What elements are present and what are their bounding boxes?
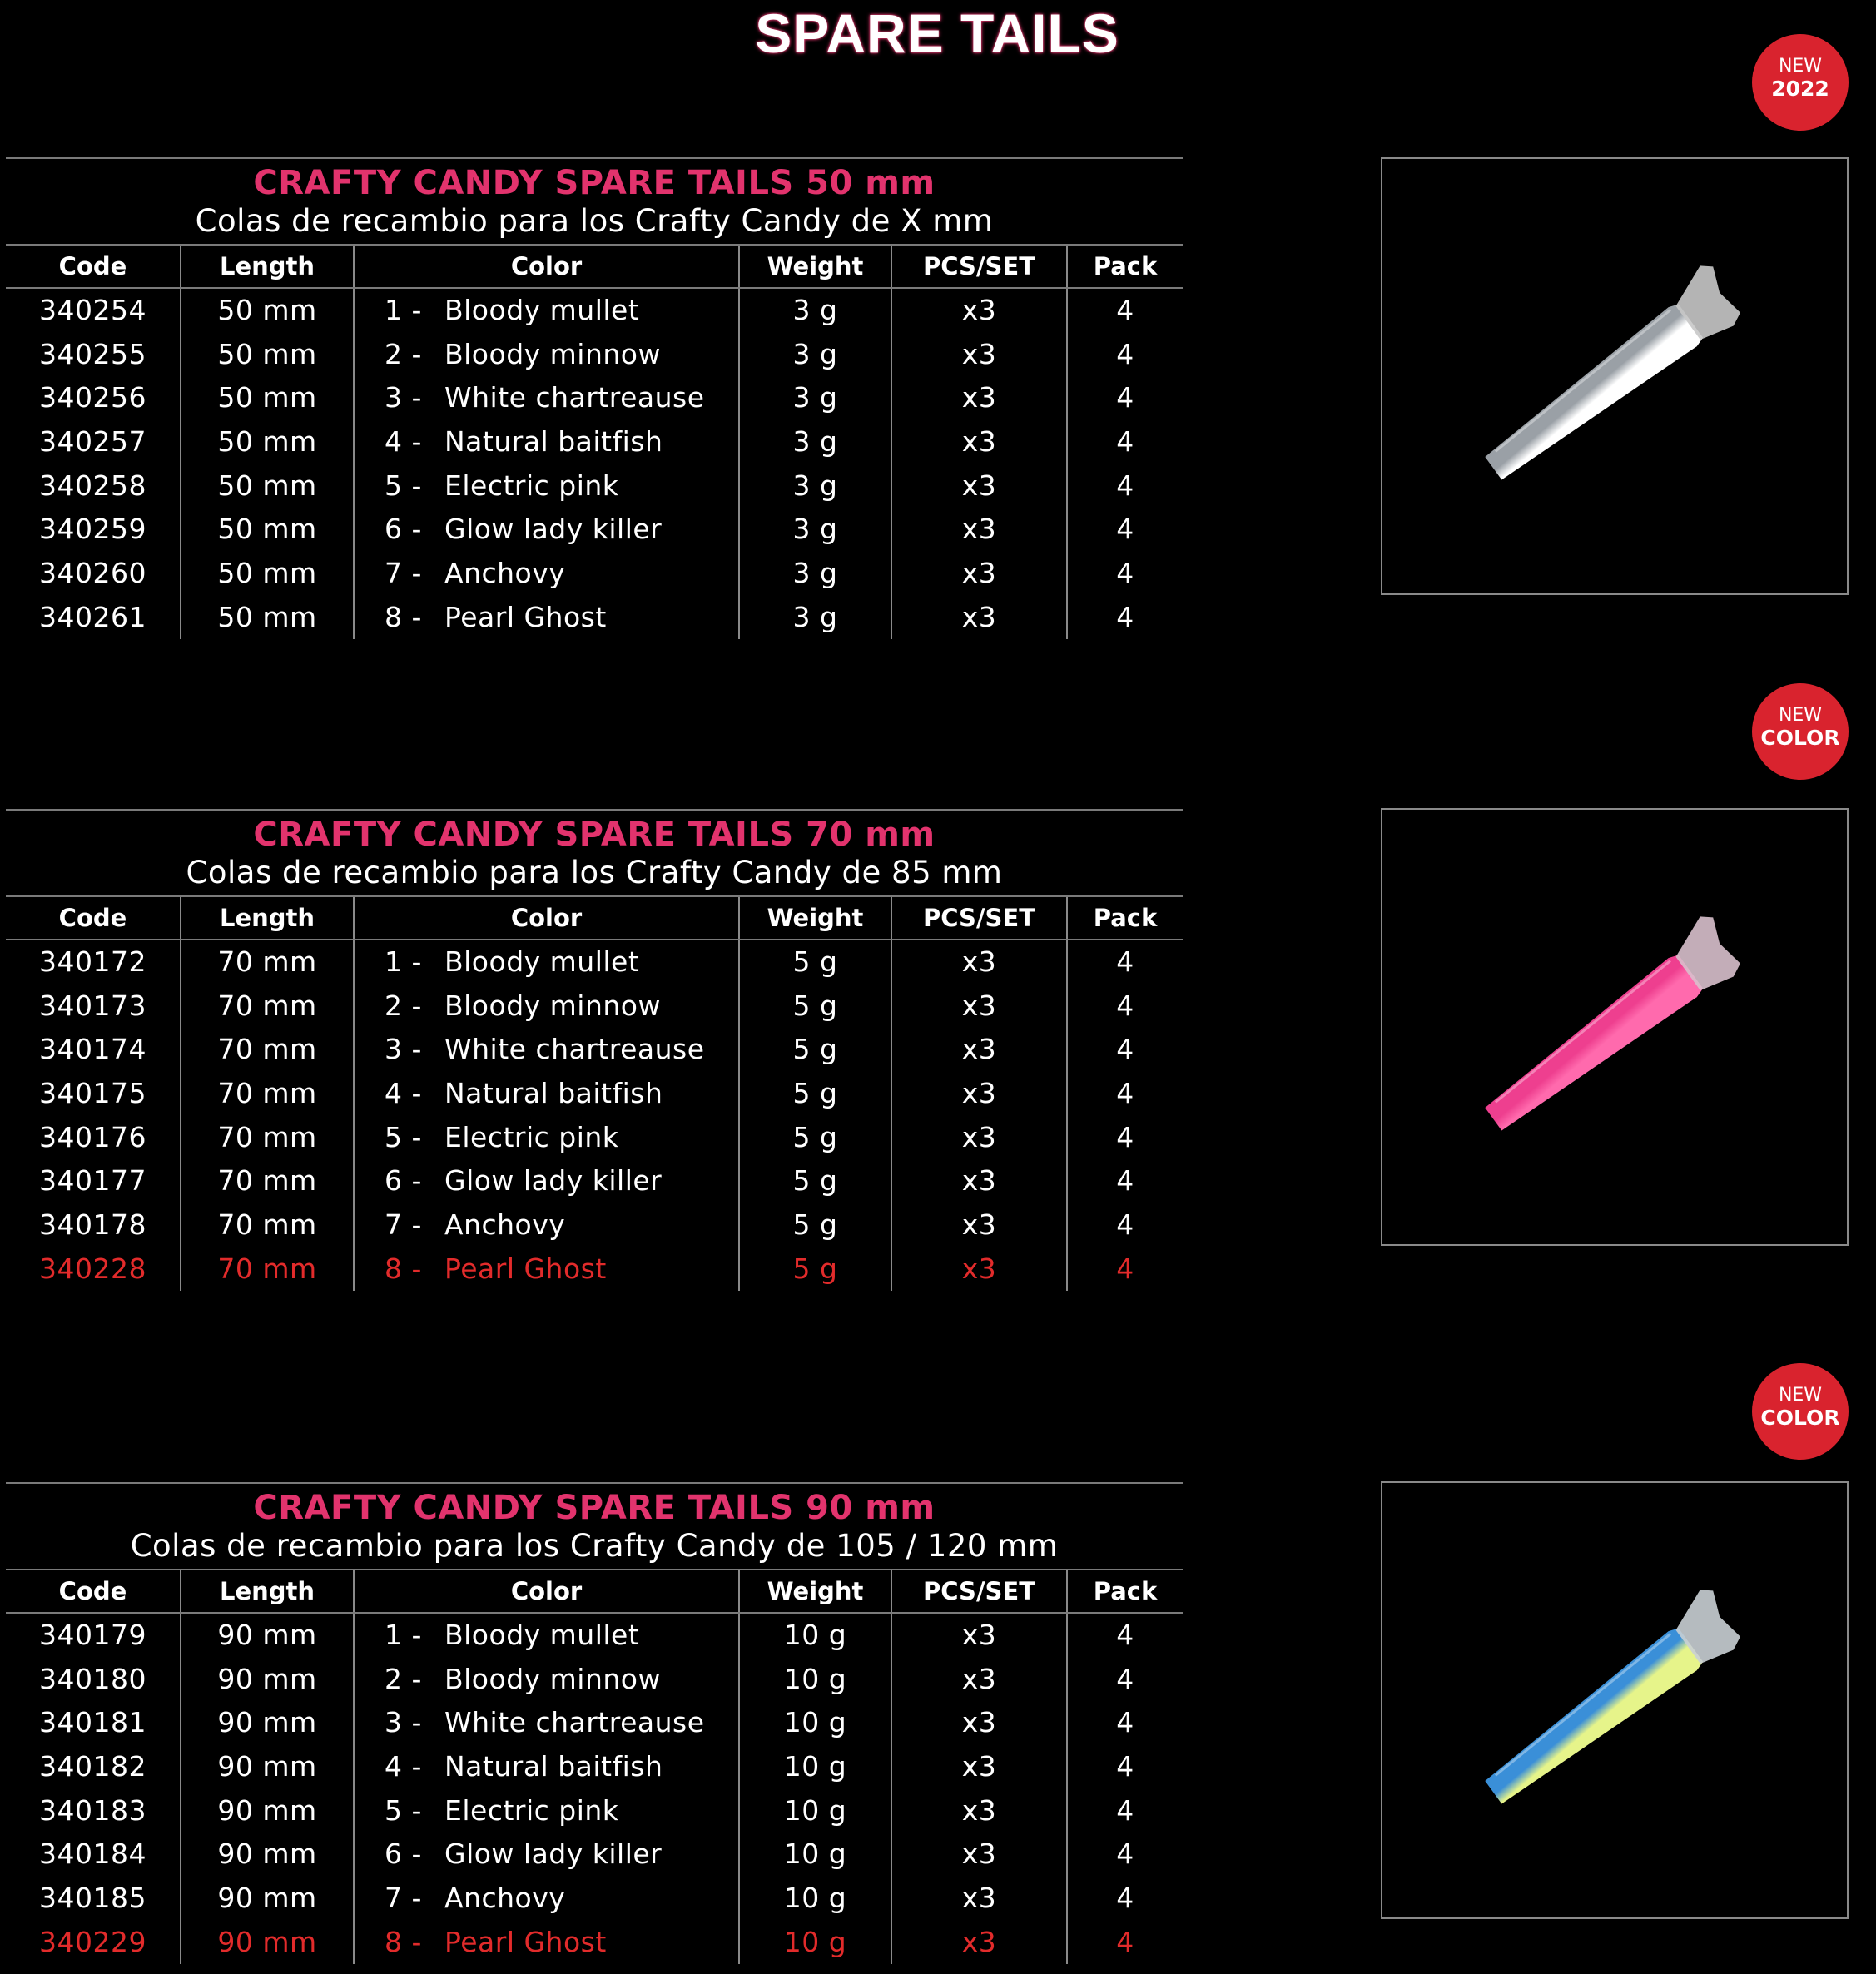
- cell-code: 340184: [39, 1838, 146, 1871]
- table-row: [6, 1027, 1183, 1071]
- cell-weight: 3 g: [739, 288, 891, 332]
- color-name: Bloody mullet: [444, 294, 640, 327]
- table-row: [6, 1657, 1183, 1701]
- table-row: [6, 1920, 1183, 1964]
- section-subtitle: Colas de recambio para los Crafty Candy de X mm: [195, 203, 994, 239]
- color-name: Bloody mullet: [444, 945, 640, 979]
- cell-length: 70 mm: [181, 1071, 354, 1115]
- cell-length: 90 mm: [181, 1700, 354, 1744]
- color-name: Pearl Ghost: [444, 600, 607, 633]
- cell-pack: 4: [1067, 1071, 1183, 1115]
- table-row: [6, 1247, 1183, 1291]
- color-number: 3 -: [385, 1706, 422, 1739]
- lure-image: [1382, 810, 1847, 1244]
- cell-pack: 4: [1067, 940, 1183, 984]
- section-title: CRAFTY CANDY SPARE TAILS 50 mm: [253, 164, 936, 202]
- new-badge: [1752, 683, 1849, 780]
- cell-color: [354, 375, 739, 419]
- badge-line2: COLOR: [1760, 1406, 1840, 1430]
- product-section: [6, 157, 1183, 639]
- cell-pcs-set: x3: [891, 1657, 1067, 1701]
- table-body: [6, 288, 1183, 639]
- cell-pack: 4: [1067, 1788, 1183, 1833]
- color-name: White chartreause: [444, 1033, 705, 1066]
- table-row: [6, 1613, 1183, 1657]
- cell-weight: 10 g: [739, 1788, 891, 1833]
- cell-weight: 10 g: [739, 1832, 891, 1876]
- cell-pcs-set: x3: [891, 1876, 1067, 1920]
- cell-code: 340185: [39, 1881, 146, 1914]
- cell-code: 340260: [39, 556, 146, 589]
- cell-pcs-set: x3: [891, 1832, 1067, 1876]
- cell-weight: 3 g: [739, 507, 891, 551]
- cell-color: [354, 1071, 739, 1115]
- cell-pack: 4: [1067, 1115, 1183, 1159]
- color-number: 5 -: [385, 1793, 422, 1827]
- color-number: 3 -: [385, 1033, 422, 1066]
- cell-pcs-set: x3: [891, 984, 1067, 1028]
- cell-length: 70 mm: [181, 1203, 354, 1247]
- cell-length: 70 mm: [181, 984, 354, 1028]
- cell-code: 340174: [39, 1033, 146, 1066]
- cell-pcs-set: x3: [891, 1115, 1067, 1159]
- table-header: [6, 245, 1183, 288]
- cell-weight: 5 g: [739, 940, 891, 984]
- cell-pack: 4: [1067, 464, 1183, 508]
- cell-weight: 5 g: [739, 1027, 891, 1071]
- color-number: 6 -: [385, 1838, 422, 1871]
- table-row: [6, 940, 1183, 984]
- cell-color: [354, 464, 739, 508]
- table-row: [6, 1876, 1183, 1920]
- color-name: Electric pink: [444, 1120, 619, 1153]
- cell-pack: 4: [1067, 1158, 1183, 1203]
- cell-code: 340181: [39, 1706, 146, 1739]
- color-number: 2 -: [385, 989, 422, 1022]
- table-row: [6, 984, 1183, 1028]
- cell-length: 50 mm: [181, 507, 354, 551]
- cell-code: 340179: [39, 1619, 146, 1652]
- column-header-pack: Pack: [1067, 245, 1183, 288]
- color-name: Bloody minnow: [444, 989, 661, 1022]
- page-title: SPARE TAILS: [755, 2, 1119, 64]
- cell-code: 340178: [39, 1208, 146, 1241]
- cell-pcs-set: x3: [891, 1158, 1067, 1203]
- table-body: [6, 1613, 1183, 1964]
- cell-pcs-set: x3: [891, 1203, 1067, 1247]
- cell-weight: 5 g: [739, 984, 891, 1028]
- cell-color: [354, 1876, 739, 1920]
- table-row: [6, 1203, 1183, 1247]
- cell-pack: 4: [1067, 375, 1183, 419]
- color-number: 4 -: [385, 424, 422, 458]
- new-badge: [1752, 34, 1849, 131]
- cell-pack: 4: [1067, 1700, 1183, 1744]
- cell-code: 340256: [39, 381, 146, 414]
- section-title: CRAFTY CANDY SPARE TAILS 70 mm: [253, 816, 936, 854]
- cell-length: 90 mm: [181, 1657, 354, 1701]
- badge-line2: 2022: [1771, 77, 1829, 101]
- cell-pack: 4: [1067, 1744, 1183, 1788]
- color-name: Anchovy: [444, 556, 566, 589]
- cell-length: 90 mm: [181, 1613, 354, 1657]
- cell-pcs-set: x3: [891, 595, 1067, 639]
- cell-pcs-set: x3: [891, 1613, 1067, 1657]
- color-name: Bloody minnow: [444, 1662, 661, 1695]
- cell-length: 50 mm: [181, 332, 354, 376]
- color-name: Glow lady killer: [444, 513, 663, 546]
- header-row: [6, 245, 1183, 288]
- spec-table: [6, 244, 1183, 639]
- cell-pack: 4: [1067, 507, 1183, 551]
- color-number: 7 -: [385, 556, 422, 589]
- cell-pack: 4: [1067, 1203, 1183, 1247]
- cell-length: 50 mm: [181, 288, 354, 332]
- color-name: Glow lady killer: [444, 1838, 663, 1871]
- cell-code: 340176: [39, 1120, 146, 1153]
- new-badge: [1752, 1363, 1849, 1460]
- cell-weight: 3 g: [739, 419, 891, 464]
- cell-pcs-set: x3: [891, 419, 1067, 464]
- cell-length: 50 mm: [181, 375, 354, 419]
- cell-pack: 4: [1067, 1876, 1183, 1920]
- badge-line2: COLOR: [1760, 726, 1840, 750]
- cell-color: [354, 1247, 739, 1291]
- table-row: [6, 551, 1183, 595]
- section-subtitle: Colas de recambio para los Crafty Candy de 105 / 120 mm: [130, 1528, 1059, 1564]
- cell-pack: 4: [1067, 332, 1183, 376]
- cell-color: [354, 1700, 739, 1744]
- cell-pack: 4: [1067, 1027, 1183, 1071]
- cell-pcs-set: x3: [891, 288, 1067, 332]
- cell-length: 90 mm: [181, 1876, 354, 1920]
- cell-weight: 10 g: [739, 1744, 891, 1788]
- color-number: 2 -: [385, 1662, 422, 1695]
- color-name: Natural baitfish: [444, 1076, 663, 1109]
- color-number: 8 -: [385, 1252, 422, 1285]
- cell-color: [354, 1744, 739, 1788]
- table-row: [6, 419, 1183, 464]
- color-number: 4 -: [385, 1749, 422, 1783]
- column-header-color: Color: [354, 1570, 739, 1613]
- color-number: 1 -: [385, 945, 422, 979]
- cell-length: 70 mm: [181, 940, 354, 984]
- color-name: Pearl Ghost: [444, 1252, 607, 1285]
- product-image-frame: [1381, 157, 1849, 595]
- cell-pack: 4: [1067, 1657, 1183, 1701]
- column-header-length: Length: [181, 896, 354, 940]
- cell-code: 340172: [39, 945, 146, 979]
- badge-line1: NEW: [1778, 705, 1823, 726]
- cell-length: 90 mm: [181, 1744, 354, 1788]
- color-name: Glow lady killer: [444, 1164, 663, 1198]
- cell-weight: 3 g: [739, 375, 891, 419]
- cell-weight: 5 g: [739, 1115, 891, 1159]
- column-header-length: Length: [181, 245, 354, 288]
- cell-code: 340183: [39, 1793, 146, 1827]
- cell-code: 340177: [39, 1164, 146, 1198]
- color-name: Natural baitfish: [444, 1749, 663, 1783]
- color-number: 8 -: [385, 1925, 422, 1958]
- cell-pcs-set: x3: [891, 507, 1067, 551]
- column-header-pack: Pack: [1067, 1570, 1183, 1613]
- color-name: Bloody minnow: [444, 337, 661, 370]
- cell-color: [354, 419, 739, 464]
- cell-code: 340258: [39, 469, 146, 502]
- cell-pcs-set: x3: [891, 464, 1067, 508]
- color-name: Electric pink: [444, 1793, 619, 1827]
- cell-pack: 4: [1067, 551, 1183, 595]
- cell-color: [354, 1115, 739, 1159]
- spec-table: [6, 1569, 1183, 1964]
- cell-pcs-set: x3: [891, 1027, 1067, 1071]
- cell-length: 70 mm: [181, 1027, 354, 1071]
- color-name: Natural baitfish: [444, 424, 663, 458]
- cell-weight: 10 g: [739, 1657, 891, 1701]
- column-header-pack: Pack: [1067, 896, 1183, 940]
- cell-code: 340182: [39, 1749, 146, 1783]
- cell-pcs-set: x3: [891, 1744, 1067, 1788]
- cell-color: [354, 1613, 739, 1657]
- column-header-weight: Weight: [739, 1570, 891, 1613]
- product-section: [6, 809, 1183, 1291]
- cell-length: 50 mm: [181, 419, 354, 464]
- header-row: [6, 1570, 1183, 1613]
- spec-table: [6, 895, 1183, 1291]
- cell-length: 50 mm: [181, 464, 354, 508]
- badge-line1: NEW: [1778, 1385, 1823, 1406]
- lure-body: [1477, 1625, 1705, 1809]
- cell-weight: 5 g: [739, 1071, 891, 1115]
- table-header: [6, 1570, 1183, 1613]
- color-name: Anchovy: [444, 1208, 566, 1241]
- cell-color: [354, 1203, 739, 1247]
- color-name: Bloody mullet: [444, 1619, 640, 1652]
- cell-code: 340175: [39, 1076, 146, 1109]
- cell-weight: 3 g: [739, 332, 891, 376]
- column-header-pcs-set: PCS/SET: [891, 245, 1067, 288]
- cell-pcs-set: x3: [891, 332, 1067, 376]
- cell-color: [354, 984, 739, 1028]
- cell-pack: 4: [1067, 419, 1183, 464]
- cell-pcs-set: x3: [891, 1920, 1067, 1964]
- cell-weight: 3 g: [739, 464, 891, 508]
- cell-color: [354, 1832, 739, 1876]
- table-row: [6, 288, 1183, 332]
- color-name: White chartreause: [444, 1706, 705, 1739]
- table-row: [6, 1115, 1183, 1159]
- cell-pcs-set: x3: [891, 940, 1067, 984]
- color-number: 5 -: [385, 469, 422, 502]
- cell-color: [354, 1027, 739, 1071]
- table-header: [6, 896, 1183, 940]
- table-row: [6, 1158, 1183, 1203]
- color-number: 3 -: [385, 381, 422, 414]
- cell-code: 340255: [39, 337, 146, 370]
- column-header-color: Color: [354, 896, 739, 940]
- section-title: CRAFTY CANDY SPARE TAILS 90 mm: [253, 1489, 936, 1527]
- cell-pcs-set: x3: [891, 375, 1067, 419]
- color-number: 6 -: [385, 1164, 422, 1198]
- cell-code: 340229: [39, 1925, 146, 1958]
- cell-pcs-set: x3: [891, 1788, 1067, 1833]
- color-number: 2 -: [385, 337, 422, 370]
- product-image-frame: [1381, 808, 1849, 1246]
- cell-length: 50 mm: [181, 551, 354, 595]
- table-row: [6, 507, 1183, 551]
- cell-pack: 4: [1067, 984, 1183, 1028]
- color-number: 7 -: [385, 1208, 422, 1241]
- cell-length: 50 mm: [181, 595, 354, 639]
- cell-pcs-set: x3: [891, 551, 1067, 595]
- color-number: 7 -: [385, 1881, 422, 1914]
- table-row: [6, 1832, 1183, 1876]
- table-row: [6, 1071, 1183, 1115]
- cell-code: 340259: [39, 513, 146, 546]
- cell-length: 70 mm: [181, 1247, 354, 1291]
- color-number: 5 -: [385, 1120, 422, 1153]
- lure-body: [1477, 952, 1705, 1136]
- cell-length: 70 mm: [181, 1158, 354, 1203]
- cell-weight: 3 g: [739, 595, 891, 639]
- cell-pack: 4: [1067, 288, 1183, 332]
- cell-weight: 3 g: [739, 551, 891, 595]
- color-number: 1 -: [385, 294, 422, 327]
- column-header-pcs-set: PCS/SET: [891, 896, 1067, 940]
- cell-length: 70 mm: [181, 1115, 354, 1159]
- cell-color: [354, 332, 739, 376]
- color-number: 8 -: [385, 600, 422, 633]
- table-row: [6, 375, 1183, 419]
- table-row: [6, 1700, 1183, 1744]
- column-header-length: Length: [181, 1570, 354, 1613]
- cell-code: 340173: [39, 989, 146, 1022]
- cell-pack: 4: [1067, 1613, 1183, 1657]
- lure-image: [1382, 1483, 1847, 1917]
- color-name: Electric pink: [444, 469, 619, 502]
- cell-pcs-set: x3: [891, 1700, 1067, 1744]
- cell-color: [354, 1788, 739, 1833]
- cell-pack: 4: [1067, 1247, 1183, 1291]
- cell-code: 340180: [39, 1662, 146, 1695]
- product-section: [6, 1482, 1183, 1964]
- column-header-code: Code: [6, 245, 181, 288]
- color-number: 1 -: [385, 1619, 422, 1652]
- cell-weight: 5 g: [739, 1203, 891, 1247]
- table-row: [6, 1744, 1183, 1788]
- cell-pack: 4: [1067, 595, 1183, 639]
- cell-weight: 10 g: [739, 1613, 891, 1657]
- table-row: [6, 595, 1183, 639]
- cell-color: [354, 288, 739, 332]
- badge-line1: NEW: [1778, 56, 1823, 77]
- product-image-frame: [1381, 1481, 1849, 1919]
- cell-pcs-set: x3: [891, 1071, 1067, 1115]
- color-name: White chartreause: [444, 381, 705, 414]
- table-row: [6, 332, 1183, 376]
- table-row: [6, 464, 1183, 508]
- cell-color: [354, 595, 739, 639]
- cell-color: [354, 1657, 739, 1701]
- lure-body: [1477, 301, 1705, 485]
- cell-color: [354, 1920, 739, 1964]
- column-header-weight: Weight: [739, 245, 891, 288]
- color-name: Anchovy: [444, 1881, 566, 1914]
- cell-pack: 4: [1067, 1920, 1183, 1964]
- color-number: 4 -: [385, 1076, 422, 1109]
- cell-weight: 10 g: [739, 1700, 891, 1744]
- cell-pcs-set: x3: [891, 1247, 1067, 1291]
- cell-weight: 10 g: [739, 1920, 891, 1964]
- cell-pack: 4: [1067, 1832, 1183, 1876]
- cell-color: [354, 1158, 739, 1203]
- cell-length: 90 mm: [181, 1788, 354, 1833]
- color-name: Pearl Ghost: [444, 1925, 607, 1958]
- cell-code: 340254: [39, 294, 146, 327]
- cell-length: 90 mm: [181, 1832, 354, 1876]
- column-header-code: Code: [6, 1570, 181, 1613]
- column-header-pcs-set: PCS/SET: [891, 1570, 1067, 1613]
- cell-code: 340257: [39, 424, 146, 458]
- cell-length: 90 mm: [181, 1920, 354, 1964]
- cell-code: 340261: [39, 600, 146, 633]
- cell-weight: 10 g: [739, 1876, 891, 1920]
- cell-color: [354, 551, 739, 595]
- section-subtitle: Colas de recambio para los Crafty Candy de 85 mm: [186, 855, 1003, 890]
- cell-color: [354, 940, 739, 984]
- color-number: 6 -: [385, 513, 422, 546]
- table-body: [6, 940, 1183, 1291]
- column-header-code: Code: [6, 896, 181, 940]
- cell-weight: 5 g: [739, 1158, 891, 1203]
- header-row: [6, 896, 1183, 940]
- cell-color: [354, 507, 739, 551]
- cell-code: 340228: [39, 1252, 146, 1285]
- column-header-weight: Weight: [739, 896, 891, 940]
- column-header-color: Color: [354, 245, 739, 288]
- cell-weight: 5 g: [739, 1247, 891, 1291]
- lure-image: [1382, 159, 1847, 593]
- table-row: [6, 1788, 1183, 1833]
